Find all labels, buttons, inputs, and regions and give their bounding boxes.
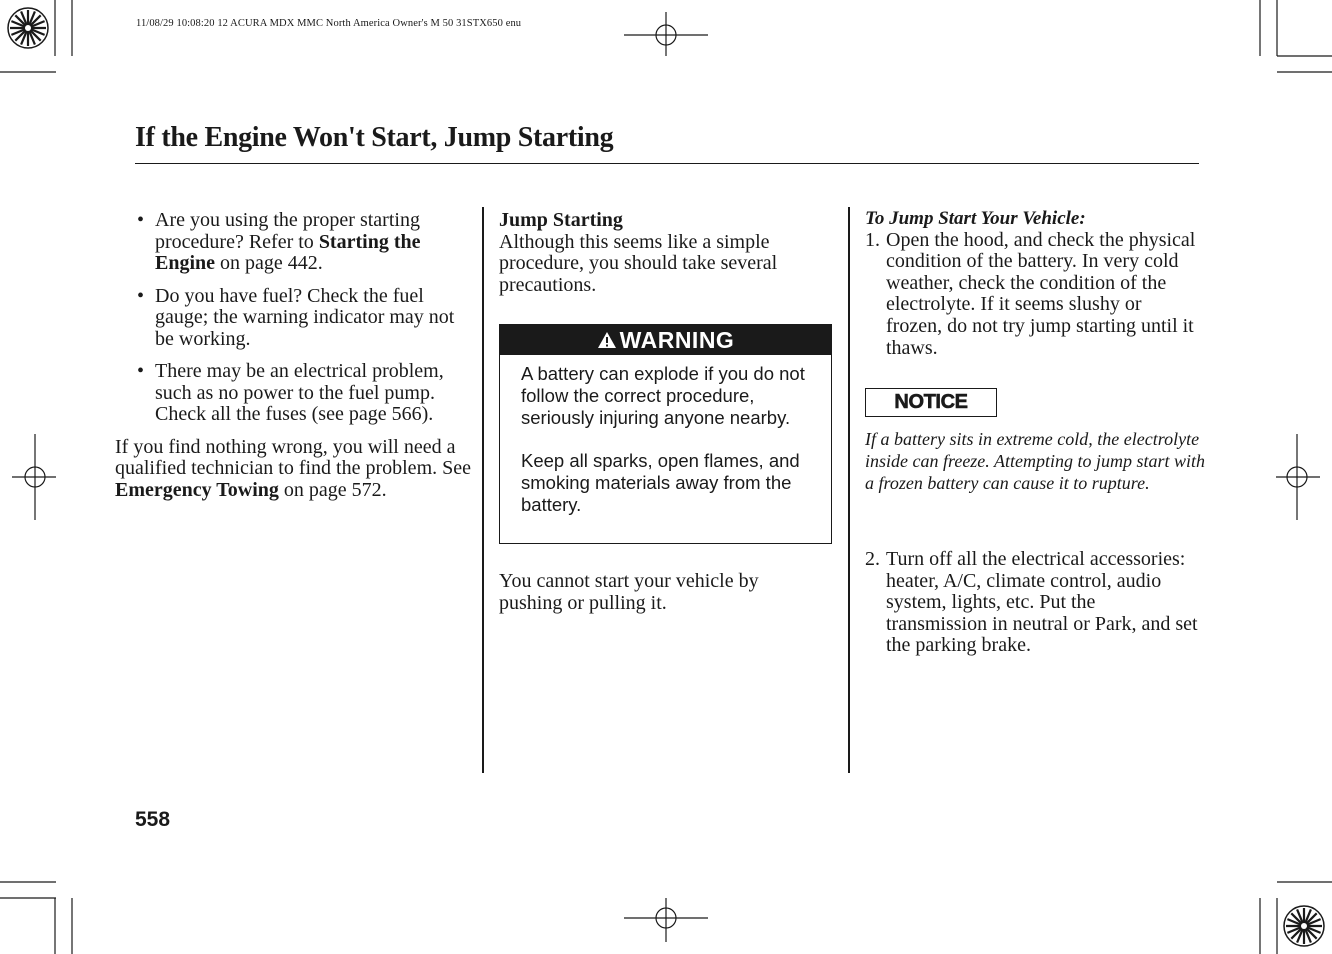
warning-header xyxy=(500,325,831,355)
warning-body xyxy=(521,363,821,537)
checklist xyxy=(115,209,475,512)
cross-reference: Emergency Towing xyxy=(115,478,279,501)
closing-paragraph: You cannot start your vehicle by pushing or pulling it. xyxy=(499,570,759,614)
warning-box xyxy=(499,324,832,544)
bullet-text: There may be an electrical problem, such as no power to the fuel pump. Check all the fuses (see page 566). xyxy=(155,360,444,426)
bullet-text: Do you have fuel? Check the fuel gauge; the warning indicator may not be working. xyxy=(155,284,455,350)
bullet-text: Are you using the proper starting procedure? Refer to xyxy=(155,209,420,253)
page-title: If the Engine Won't Start, Jump Starting xyxy=(135,122,614,153)
intro-paragraph: Although this seems like a simple procedure, you should take several precautions. xyxy=(499,230,778,296)
section-heading: Jump Starting xyxy=(499,209,623,231)
cross-reference: Starting the Engine xyxy=(155,230,421,275)
warning-label: WARNING xyxy=(619,326,735,353)
bullet-icon: • xyxy=(137,209,145,231)
bullet-text: on page 442. xyxy=(215,252,323,275)
bullet-icon: • xyxy=(137,360,145,383)
procedure-step xyxy=(865,230,1200,360)
list-item xyxy=(135,286,475,351)
jump-starting-section xyxy=(499,210,824,296)
paragraph-text: If you find nothing wrong, you will need a qualified technician to find the problem. See xyxy=(115,435,471,480)
notice-label: NOTICE xyxy=(894,391,968,413)
list-item xyxy=(135,361,475,426)
list-item xyxy=(135,210,475,275)
step-number: 1. xyxy=(865,228,880,251)
page-number: 558 xyxy=(135,808,171,831)
step-number: 2. xyxy=(865,548,880,570)
procedure-step xyxy=(865,549,1200,657)
warning-paragraph: A battery can explode if you do not follow the correct procedure, seriously injuring anyone nearby. xyxy=(521,363,805,428)
step-text: Turn off all the electrical accessories: heater, A/C, climate control, audio system, lights, etc. Put the transmission in neutral or Park, and set the parking brake. xyxy=(886,548,1198,657)
warning-triangle-icon xyxy=(597,331,617,349)
warning-paragraph: Keep all sparks, open flames, and smoking materials away from the battery. xyxy=(521,450,800,515)
print-info-line: 11/08/29 10:08:20 12 ACURA MDX MMC North America Owner's M 50 31STX650 enu xyxy=(136,18,522,29)
procedure-steps-top xyxy=(865,208,1200,359)
closing-paragraph xyxy=(115,437,475,502)
column-divider xyxy=(482,207,484,773)
bullet-icon: • xyxy=(137,284,145,307)
column-divider xyxy=(848,207,850,773)
procedure-heading: To Jump Start Your Vehicle: xyxy=(865,208,1086,229)
title-rule xyxy=(135,163,1199,164)
step-text: Open the hood, and check the physical condition of the battery. In very cold weather, check the condition of the electrolyte. If it seems slushy or frozen, do not try jump starting until it thaws. xyxy=(886,228,1196,359)
notice-badge xyxy=(865,388,997,417)
procedure-steps-bottom xyxy=(865,549,1200,657)
paragraph-text: on page 572. xyxy=(278,478,387,501)
notice-text: If a battery sits in extreme cold, the electrolyte inside can freeze. Attempting to jump start with a frozen battery can cause it to rupture. xyxy=(865,429,1205,493)
